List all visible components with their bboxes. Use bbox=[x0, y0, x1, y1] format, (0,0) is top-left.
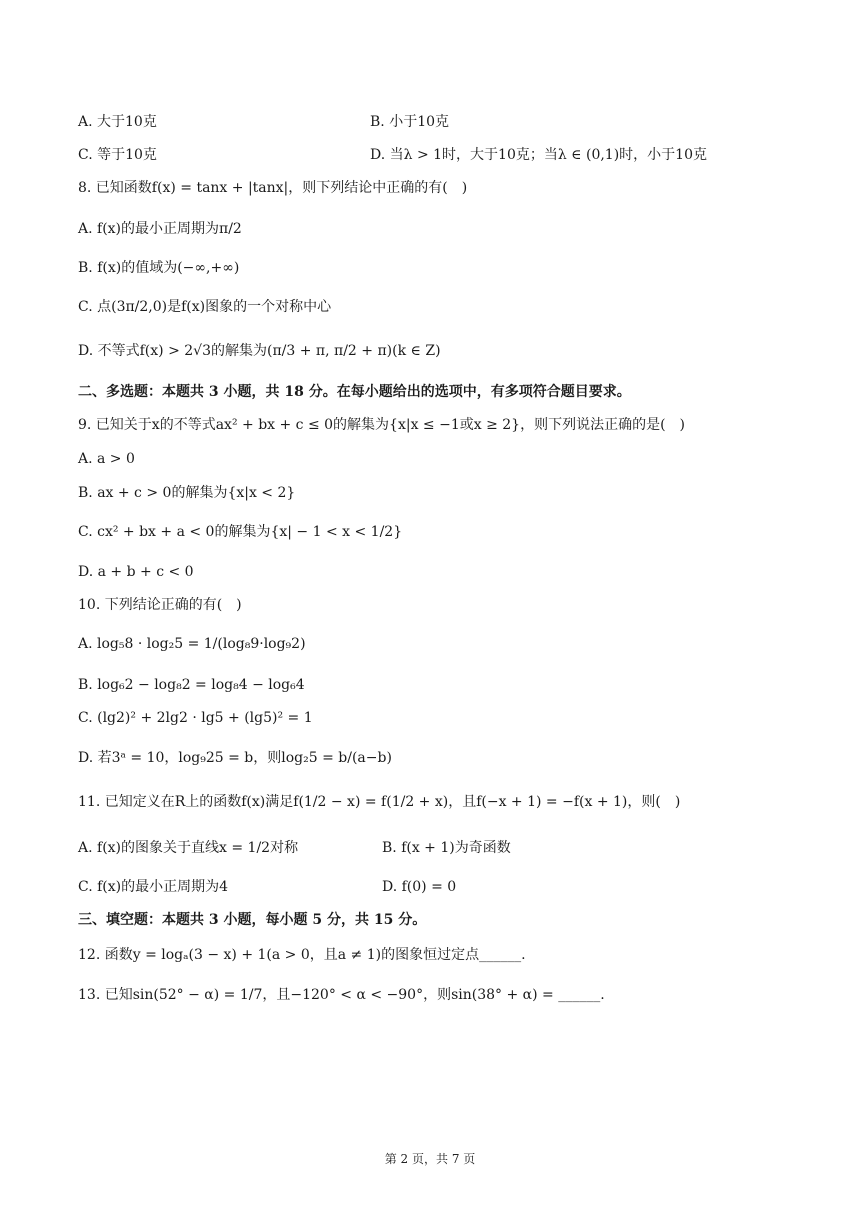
q8-option-a: A. f(x)的最小正周期为π/2 bbox=[78, 221, 242, 237]
q10-stem: 10. 下列结论正确的有( ) bbox=[78, 597, 242, 613]
q11-stem: 11. 已知定义在R上的函数f(x)满足f(1/2 − x) = f(1/2 + x)，且f(−x + 1) = −f(x + 1)，则( ) bbox=[78, 794, 681, 810]
q9-option-b: B. ax + c > 0的解集为{x|x < 2} bbox=[78, 485, 296, 501]
q9-option-c: C. cx² + bx + a < 0的解集为{x| − 1 < x < 1/2} bbox=[78, 524, 403, 540]
q10-option-a: A. log₅8 · log₂5 = 1/(log₈9·log₉2) bbox=[78, 636, 306, 652]
q8-option-d: D. 不等式f(x) > 2√3的解集为(π/3 + π, π/2 + π)(k ∈ Z) bbox=[78, 343, 441, 359]
page-footer: 第 2 页，共 7 页 bbox=[384, 1152, 476, 1166]
q8-option-c: C. 点(3π/2,0)是f(x)图象的一个对称中心 bbox=[78, 299, 332, 315]
q11-option-d: D. f(0) = 0 bbox=[382, 879, 457, 895]
q8-option-b: B. f(x)的值域为(−∞,+∞) bbox=[78, 260, 240, 276]
q9-option-a: A. a > 0 bbox=[78, 451, 135, 467]
section-heading-fill-in: 三、填空题：本题共 3 小题，每小题 5 分，共 15 分。 bbox=[78, 912, 427, 928]
q11-option-a: A. f(x)的图象关于直线x = 1/2对称 bbox=[78, 840, 299, 856]
q13-text: 13. 已知sin(52° − α) = 1/7，且−120° < α < −90°，则sin(38° + α) = ______. bbox=[78, 987, 605, 1003]
q10-option-b: B. log₆2 − log₈2 = log₈4 − log₆4 bbox=[78, 677, 305, 693]
q11-option-c: C. f(x)的最小正周期为4 bbox=[78, 879, 229, 895]
q7-option-b: B. 小于10克 bbox=[370, 114, 450, 130]
q7-option-a: A. 大于10克 bbox=[78, 114, 157, 130]
q7-option-c: C. 等于10克 bbox=[78, 147, 157, 163]
q11-option-b: B. f(x + 1)为奇函数 bbox=[382, 840, 511, 856]
section-heading-multiple-choice: 二、多选题：本题共 3 小题，共 18 分。在每小题给出的选项中，有多项符合题目要求。 bbox=[78, 384, 631, 400]
q9-stem: 9. 已知关于x的不等式ax² + bx + c ≤ 0的解集为{x|x ≤ −1或x ≥ 2}，则下列说法正确的是( ) bbox=[78, 417, 686, 433]
q8-stem: 8. 已知函数f(x) = tanx + |tanx|，则下列结论中正确的有( ) bbox=[78, 180, 468, 196]
q9-option-d: D. a + b + c < 0 bbox=[78, 564, 194, 580]
q7-option-d: D. 当λ > 1时，大于10克；当λ ∈ (0,1)时，小于10克 bbox=[370, 147, 707, 163]
q12-text: 12. 函数y = logₐ(3 − x) + 1(a > 0，且a ≠ 1)的图象恒过定点______. bbox=[78, 947, 526, 963]
q10-option-c: C. (lg2)² + 2lg2 · lg5 + (lg5)² = 1 bbox=[78, 710, 313, 726]
q10-option-d: D. 若3ᵃ = 10，log₉25 = b，则log₂5 = b/(a−b) bbox=[78, 750, 392, 766]
